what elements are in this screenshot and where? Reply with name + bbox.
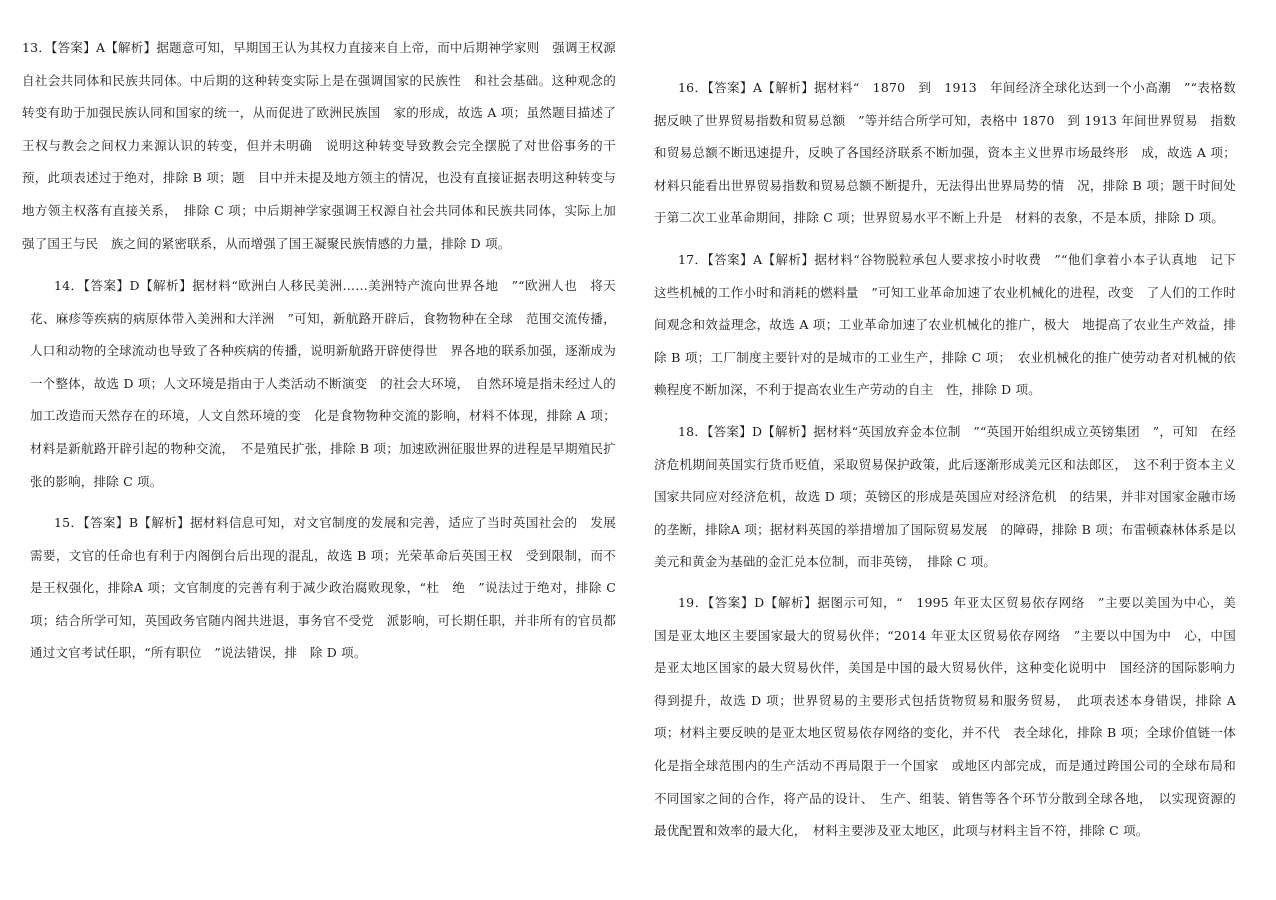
answer-18: 18．【答案】D【解析】据材料“英国放弃金本位制 ”“英国开始组织成立英镑集团 ”，可知 在经济危机期间英国实行货币贬值，采取贸易保护政策，此后逐渐形成美元区和法郎区， 这不利于资本主义国家共同应对经济危机，故选 D 项；英镑区的形成是英国应对经济危机 的结果，并非对国家金融市场的垄断，排除A 项；据材料英国的举措增加了国际贸易发展 的障碍，排除 B 项；布雷顿森林体系是以美元和黄金为基础的金汇兑本位制，而非英镑， 排除 C 项。 [654,424,1236,570]
answer-15: 15．【答案】B【解析】据材料信息可知，对文官制度的发展和完善，适应了当时英国社会的 发展需要，文官的任命也有利于内阁倒台后出现的混乱，故选 B 项；光荣革命后英国王权 受到限制，而不是王权强化，排除A 项；文官制度的完善有利于减少政治腐败现象，“杜 绝 ”说法过于绝对，排除 C 项；结合所学可知，英国政务官随内阁共进退，事务官不受党 派影响，可长期任职，并非所有的官员都通过文官考试任职，“所有职位 ”说法错误，排 除 D 项。 [30,515,616,661]
answer-16: 16．【答案】A【解析】据材料“ 1870 到 1913 年间经济全球化达到一个小高潮 ”“表格数据反映了世界贸易指数和贸易总额 ”等并结合所学可知，表格中 1870 到 1913 年间世界贸易 指数和贸易总额不断迅速提升，反映了各国经济联系不断加强，资本主义世界市场最终形 成，故选 A 项；材料只能看出世界贸易指数和贸易总额不断提升，无法得出世界局势的情 况，排除 B 项；题干时间处于第二次工业革命期间，排除 C 项；世界贸易水平不断上升是 材料的表象，不是本质，排除 D 项。 [654,80,1236,226]
answer-19: 19．【答案】D【解析】据图示可知，“ 1995 年亚太区贸易依存网络 ”主要以美国为中心，美 国是亚太地区主要国家最大的贸易伙伴；“2014 年亚太区贸易依存网络 ”主要以中国为中 心，中国是亚太地区国家的最大贸易伙伴，美国是中国的最大贸易伙伴，这种变化说明中 国经济的国际影响力得到提升，故选 D 项；世界贸易的主要形式包括货物贸易和服务贸易， 此项表述本身错误，排除 A 项；材料主要反映的是亚太地区贸易依存网络的变化，并不代 表全球化，排除 B 项；全球价值链一体化是指全球范围内的生产活动不再局限于一个国家 或地区内部完成，而是通过跨国公司的全球布局和不同国家之间的合作，将产品的设计、 生产、组装、销售等各个环节分散到全球各地， 以实现资源的最优配置和效率的最大化， 材料主要涉及亚太地区，此项与材料主旨不符，排除 C 项。 [654,595,1249,839]
answer-13: 13．【答案】A【解析】据题意可知，早期国王认为其权力直接来自上帝，而中后期神学家则 强调王权源自社会共同体和民族共同体。中后期的这种转变实际上是在强调国家的民族性 和社会基础。这种观念的转变有助于加强民族认同和国家的统一，从而促进了欧洲民族国 家的形成，故选 A 项；虽然题目描述了王权与教会之间权力来源认识的转变，但并未明确 说明这种转变导致教会完全摆脱了对世俗事务的干预，此项表述过于绝对，排除 B 项；题 目中并未提及地方领主的情况，也没有直接证据表明这种转变与地方领主权落有直接关系， 排除 C 项；中后期神学家强调王权源自社会共同体和民族共同体，实际上加强了国王与民 族之间的紧密联系，从而增强了国王凝聚民族情感的力量，排除 D 项。 [22,40,616,251]
answer-17: 17．【答案】A【解析】据材料“谷物脱粒承包人要求按小时收费 ”“他们拿着小本子认真地 记下这些机械的工作小时和消耗的燃料量 ”可知工业革命加速了农业机械化的进程，改变 了人们的工作时间观念和效益理念，故选 A 项；工业革命加速了农业机械化的推广，极大 地提高了农业生产效益，排除 B 项；工厂制度主要针对的是城市的工业生产，排除 C 项； 农业机械化的推广使劳动者对机械的依赖程度不断加深，不利于提高农业生产劳动的自主 性，排除 D 项。 [654,252,1236,398]
answer-14: 14．【答案】D【解析】据材料“欧洲白人移民美洲……美洲特产流向世界各地 ”“欧洲人也 将天花、麻疹等疾病的病原体带入美洲和大洋洲 ”可知，新航路开辟后，食物物种在全球 范围交流传播，人口和动物的全球流动也导致了各种疾病的传播，说明新航路开辟使得世 界各地的联系加强，逐渐成为一个整体，故选 D 项；人文环境是指由于人类活动不断演变 的社会大环境， 自然环境是指未经过人的加工改造而天然存在的环境，人文自然环境的变 化是食物物种交流的影响，材料不体现，排除 A 项；材料是新航路开辟引起的物种交流， 不是殖民扩张，排除 B 项；加速欧洲征服世界的进程是早期殖民扩张的影响，排除 C 项。 [30,278,616,489]
